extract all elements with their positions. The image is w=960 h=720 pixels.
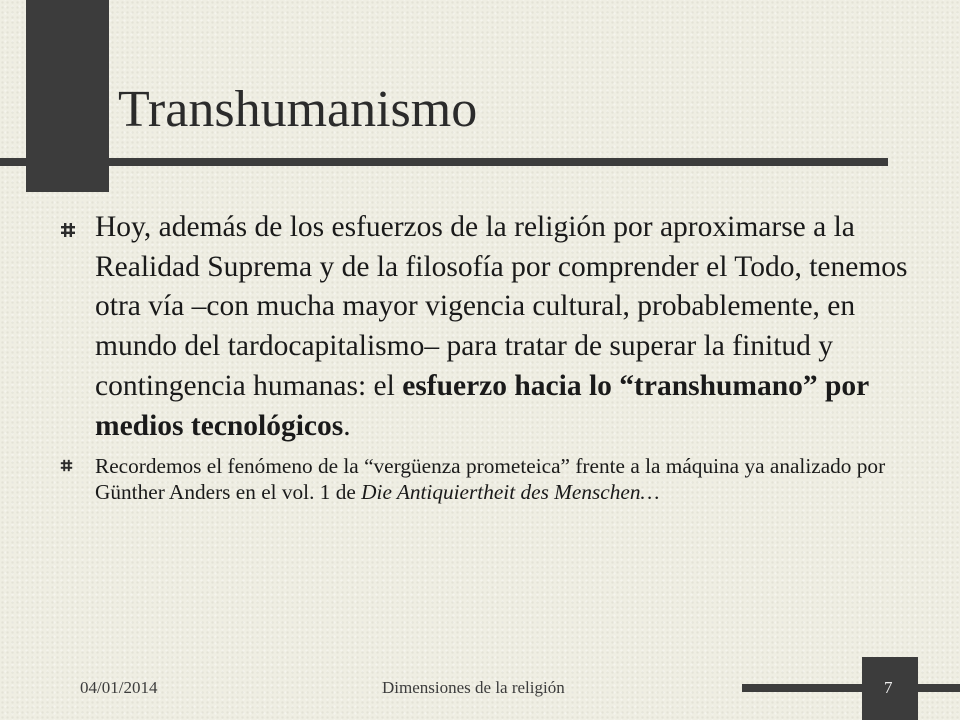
bullet-2-italic-text: Die Antiquiertheit des Menschen…: [361, 479, 660, 504]
bullet-item-1: [60, 208, 920, 446]
footer-page-number: 7: [884, 678, 893, 697]
decorative-top-line: [0, 158, 888, 166]
hash-bullet-icon: [60, 222, 76, 238]
hash-bullet-icon: [60, 459, 73, 472]
bullet-1-text: Hoy, además de los esfuerzos de la religión por aproximarse a la Realidad Suprema y de la filosofía por comprender el Todo, tenemos otra vía –con mucha mayor vigencia cultural, probablemente, en mundo del tardocapitalismo– para tratar de superar la finitud y contingencia humanas: el: [95, 211, 908, 402]
bullet-list: [60, 208, 920, 505]
footer-title: Dimensiones de la religión: [382, 678, 565, 697]
bullet-2-text: Recordemos el fenómeno de la “vergüenza prometeica” frente a la máquina ya analizado por Günther Anders en el vol. 1 de: [95, 454, 886, 504]
footer-date: 04/01/2014: [80, 678, 158, 697]
slide-title: Transhumanismo: [118, 81, 478, 138]
bullet-item-2: [60, 454, 920, 505]
decorative-bottom-line: [742, 684, 960, 692]
bullet-1-text-end: .: [343, 409, 351, 442]
bullet-1-bold-text: esfuerzo hacia lo “transhumano” por medios tecnológicos: [95, 369, 869, 442]
